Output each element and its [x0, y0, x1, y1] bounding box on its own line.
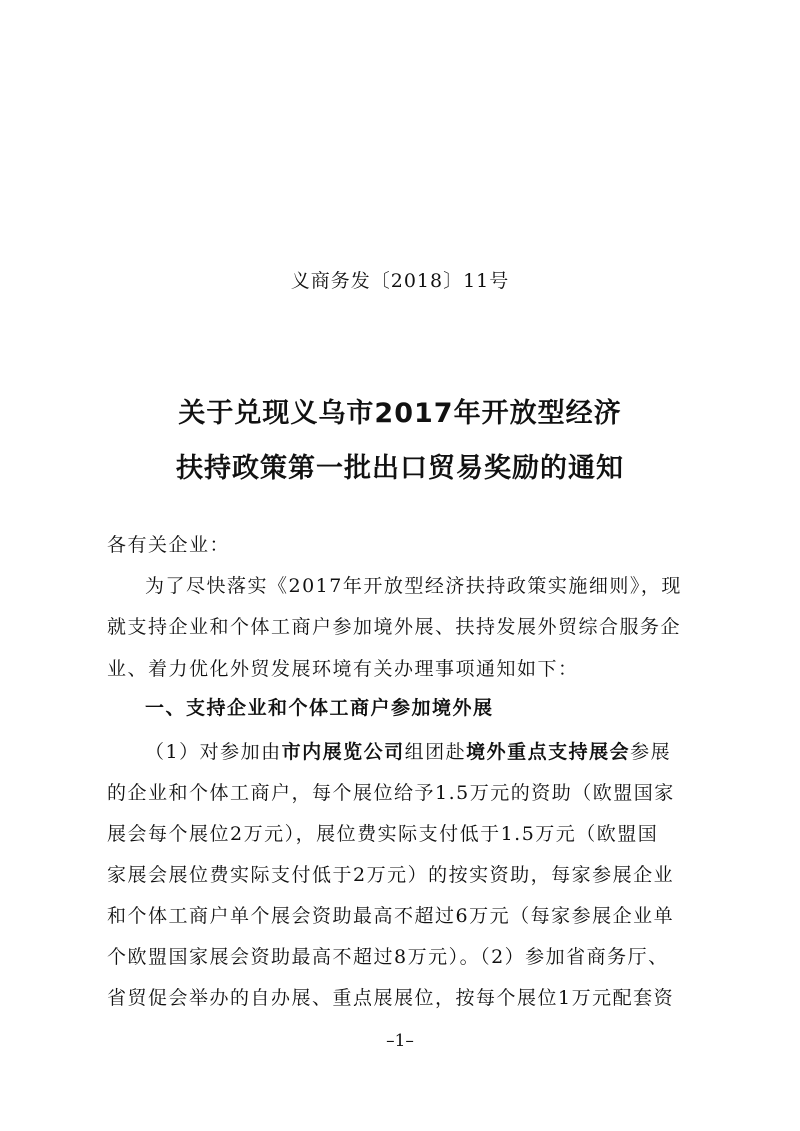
section-1-line-4: 家展会展位费实际支付低于2万元）的按实资助，每家参展企业 — [107, 864, 675, 886]
section-1-line-1-part-e: 参展 — [630, 741, 672, 763]
section-1-line-1-part-a: （1）对参加由 — [145, 741, 282, 763]
section-1-line-2: 的企业和个体工商户，每个展位给予1.5万元的资助（欧盟国家 — [107, 782, 675, 804]
intro-line-1: 为了尽快落实《2017年开放型经济扶持政策实施细则》，现 — [145, 575, 682, 597]
intro-line-2: 就支持企业和个体工商户参加境外展、扶持发展外贸综合服务企 — [107, 616, 682, 638]
section-1-organizer-emphasis: 市内展览公司 — [281, 741, 405, 763]
document-number: 义商务发〔2018〕11号 — [290, 270, 510, 292]
section-1-line-7: 省贸促会举办的自办展、重点展展位，按每个展位1万元配套资 — [107, 987, 675, 1009]
section-1-line-5: 和个体工商户单个展会资助最高不超过6万元（每家参展企业单 — [107, 905, 675, 927]
document-title-line-1: 关于兑现义乌市2017年开放型经济 — [178, 398, 622, 429]
section-1-line-3: 展会每个展位2万元），展位费实际支付低于1.5万元（欧盟国 — [107, 823, 659, 845]
intro-line-3: 业、着力优化外贸发展环境有关办理事项通知如下： — [107, 658, 579, 680]
salutation: 各有关企业： — [107, 534, 231, 556]
page-number: –1– — [386, 1031, 414, 1051]
section-1-heading: 一、支持企业和个体工商户参加境外展 — [145, 697, 494, 719]
section-1-line-1 — [145, 737, 671, 764]
section-1-line-1-part-c: 组团赴 — [404, 741, 467, 763]
section-1-expo-emphasis: 境外重点支持展会 — [466, 741, 631, 763]
document-title-line-2: 扶持政策第一批出口贸易奖励的通知 — [176, 453, 624, 484]
section-1-line-6: 个欧盟国家展会资助最高不超过8万元）。（2）参加省商务厅、 — [107, 946, 669, 968]
